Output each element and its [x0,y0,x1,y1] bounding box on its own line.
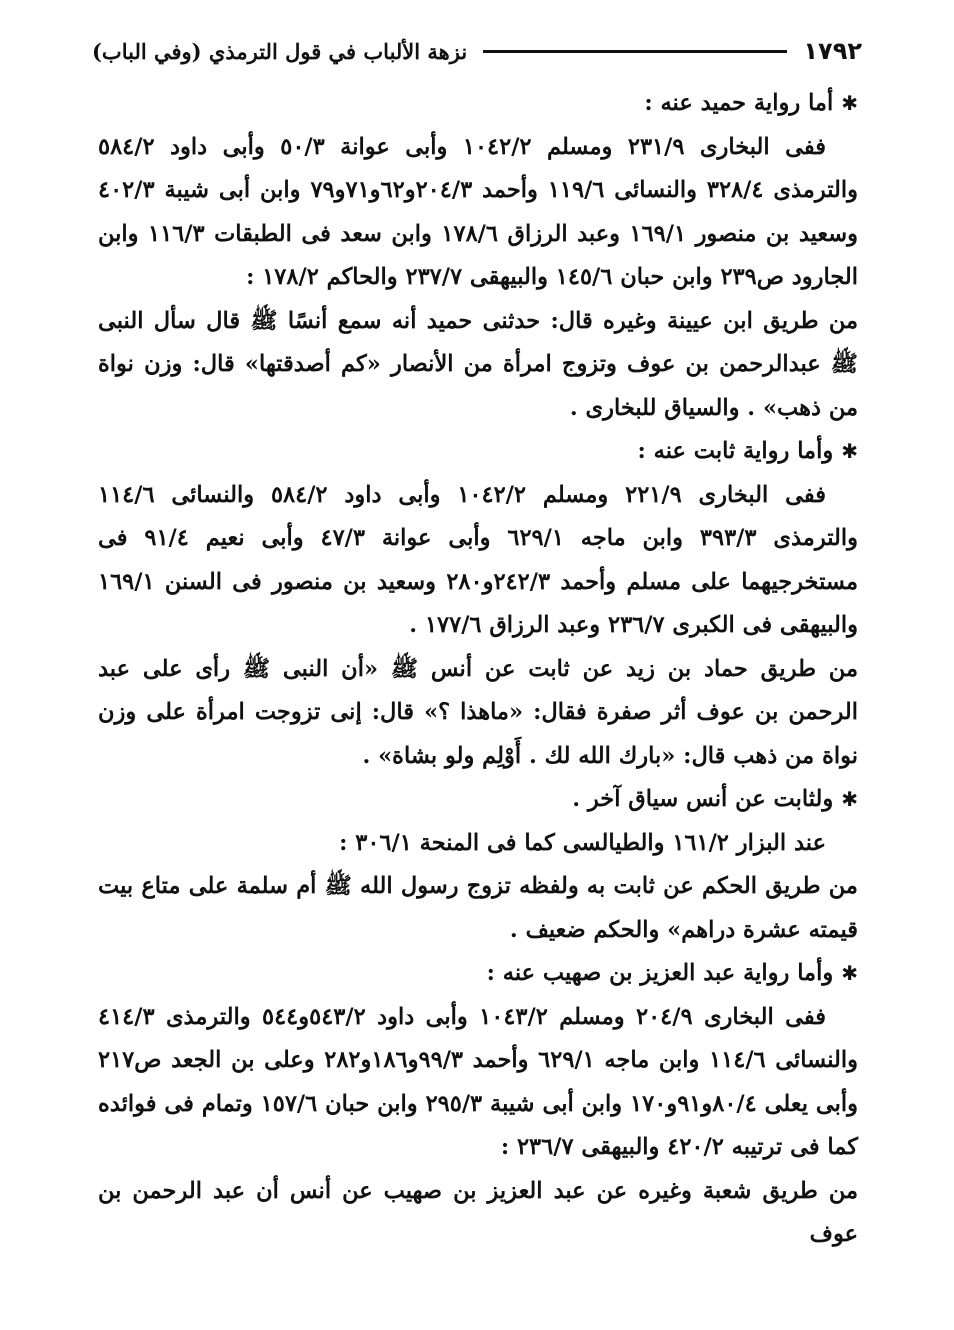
section-heading [98,778,858,822]
paragraph-text: من طريق حماد بن زيد عن ثابت عن أنس ﷺ «أن النبى ﷺ رأى على عبد الرحمن بن عوف أثر صفرة فقال: «ماهذا ؟» قال: إنى تزوجت امرأة على وزن نواة من ذهب قال: «بارك الله لك . أَوْلِم ولو بشاة» . [98,655,858,769]
asterisk-icon: ✱ [841,439,858,463]
paragraph [98,865,858,952]
paragraph [98,300,858,431]
header-rule [483,50,787,53]
paragraph-text: من طريق شعبة وغيره عن عبد العزيز بن صهيب عن أنس أن عبد الرحمن بن عوف [98,1177,858,1247]
paragraph-text: ففى البخارى ٢٢١/٩ ومسلم ١٠٤٢/٢ وأبى داود ٥٨٤/٢ والنسائى ١١٤/٦ والترمذى ٣٩٣/٣ وابن ماجه ٦٢٩/١ وأبى عوانة ٤٧/٣ وأبى نعيم ٩١/٤ فى مستخرجيهما على مسلم وأحمد ٢٤٢/٣و٢٨٠ وسعيد بن منصور فى السنن ١٦٩/١ والبيهقى فى الكبرى ٢٣٦/٧ وعبد الرزاق ١٧٧/٦ . [98,481,859,638]
heading-text: وأما رواية ثابت عنه : [637,438,834,464]
paragraph [98,474,858,648]
paragraph [98,126,858,300]
running-title: نزهة الألباب في قول الترمذي (وفي الباب) [92,38,468,64]
paragraph [98,648,858,779]
paragraph [98,996,858,1170]
heading-text: أما رواية حميد عنه : [644,90,834,116]
section-heading [98,82,858,126]
paragraph [98,1170,858,1257]
page-header [92,34,862,68]
paragraph-text: ففى البخارى ٢٠٤/٩ ومسلم ١٠٤٣/٢ وأبى داود ٥٤٣/٢و٥٤٤ والترمذى ٤١٤/٣ والنسائى ١١٤/٦ وابن ماجه ٦٢٩/١ وأحمد ٩٩/٣و١٨٦و٢٨٢ وعلى بن الجعد ص٢١٧ وأبى يعلى ٨٠/٤و٩١و١٧٠ وابن أبى شيبة ٢٩٥/٣ وابن حبان ١٥٧/٦ وتمام فى فوائده كما فى ترتيبه ٤٢٠/٢ والبيهقى ٢٣٦/٧ : [98,1003,858,1160]
paragraph-text: ففى البخارى ٢٣١/٩ ومسلم ١٠٤٢/٢ وأبى عوانة ٥٠/٣ وأبى داود ٥٨٤/٢ والترمذى ٣٢٨/٤ والنسائى ١١٩/٦ وأحمد ٢٠٤/٣و٦٢و٧١و٧٩ وابن أبى شيبة ٤٠٢/٣ وسعيد بن منصور ١٦٩/١ وعبد الرزاق ١٧٨/٦ وابن سعد فى الطبقات ١١٦/٣ وابن الجارود ص٢٣٩ وابن حبان ١٤٥/٦ والبيهقى ٢٣٧/٧ والحاكم ١٧٨/٢ : [98,133,859,290]
asterisk-icon: ✱ [841,961,858,985]
heading-text: ولثابت عن أنس سياق آخر . [572,786,834,812]
document-body [98,82,858,1257]
section-heading [98,430,858,474]
paragraph [98,822,858,866]
asterisk-icon: ✱ [841,91,858,115]
heading-text: وأما رواية عبد العزيز بن صهيب عنه : [486,960,834,986]
asterisk-icon: ✱ [841,787,858,811]
page-number: ١٧٩٢ [803,37,862,65]
paragraph-text: عند البزار ١٦١/٢ والطيالسى كما فى المنحة ٣٠٦/١ : [339,829,826,856]
paragraph-text: من طريق الحكم عن ثابت به ولفظه تزوج رسول الله ﷺ أم سلمة على متاع بيت قيمته عشرة دراهم» والحكم ضعيف . [98,873,858,943]
paragraph-text: من طريق ابن عيينة وغيره قال: حدثنى حميد أنه سمع أنسًا ﷺ قال سأل النبى ﷺ عبدالرحمن بن عوف وتزوج امرأة من الأنصار «كم أصدقتها» قال: وزن نواة من ذهب» . والسياق للبخارى . [98,307,858,421]
section-heading [98,952,858,996]
